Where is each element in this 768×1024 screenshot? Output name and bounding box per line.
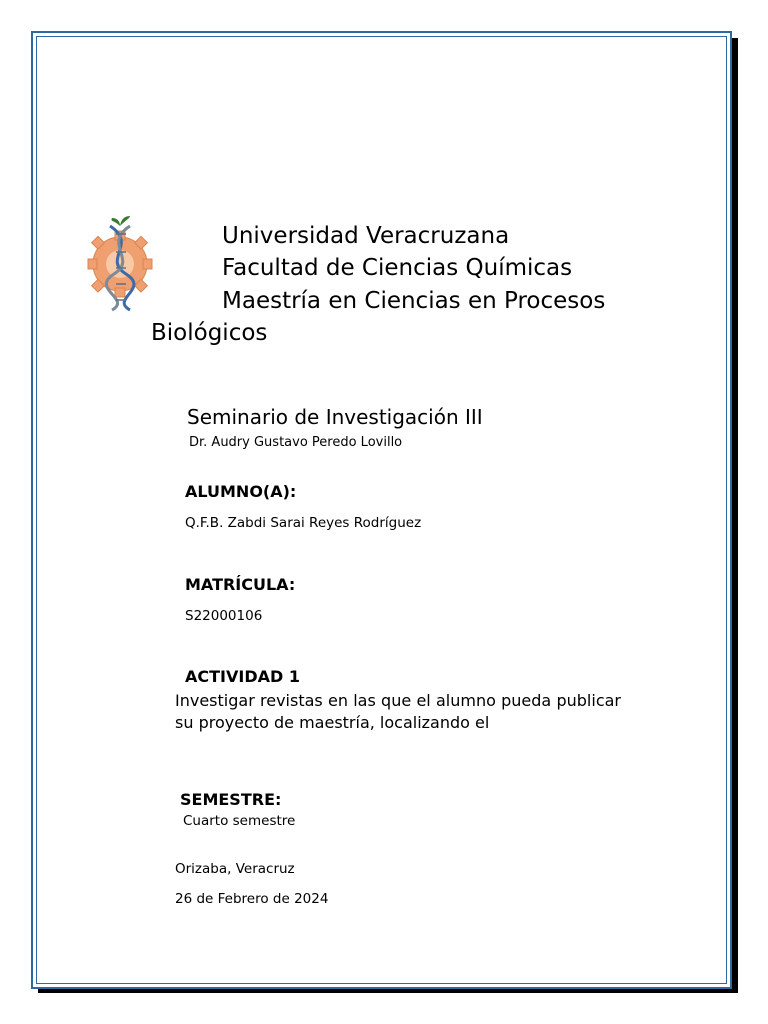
place-text: Orizaba, Veracruz xyxy=(175,861,295,877)
matricula-label: MATRÍCULA: xyxy=(185,575,296,594)
program-name-line2: Biológicos xyxy=(151,320,268,346)
actividad-label: ACTIVIDAD 1 xyxy=(185,667,300,686)
semestre-label: SEMESTRE: xyxy=(180,790,282,809)
page-border xyxy=(31,31,732,989)
page-border-inner xyxy=(36,36,727,984)
program-name-line1: Maestría en Ciencias en Procesos xyxy=(222,288,606,314)
university-name: Universidad Veracruzana xyxy=(222,223,510,249)
alumno-label: ALUMNO(A): xyxy=(185,482,297,501)
alumno-value: Q.F.B. Zabdi Sarai Reyes Rodríguez xyxy=(185,515,422,531)
actividad-description: Investigar revistas en las que el alumno pueda publicar su proyecto de maestría, localizando el xyxy=(175,691,621,732)
semestre-value: Cuarto semestre xyxy=(183,813,296,829)
course-title: Seminario de Investigación III xyxy=(187,405,483,429)
professor-name: Dr. Audry Gustavo Peredo Lovillo xyxy=(189,435,403,450)
faculty-name: Facultad de Ciencias Químicas xyxy=(222,255,573,281)
dna-gear-logo-icon xyxy=(80,214,158,314)
date-text: 26 de Febrero de 2024 xyxy=(175,891,329,907)
actividad-text-box xyxy=(175,690,621,744)
matricula-value: S22000106 xyxy=(185,608,263,624)
